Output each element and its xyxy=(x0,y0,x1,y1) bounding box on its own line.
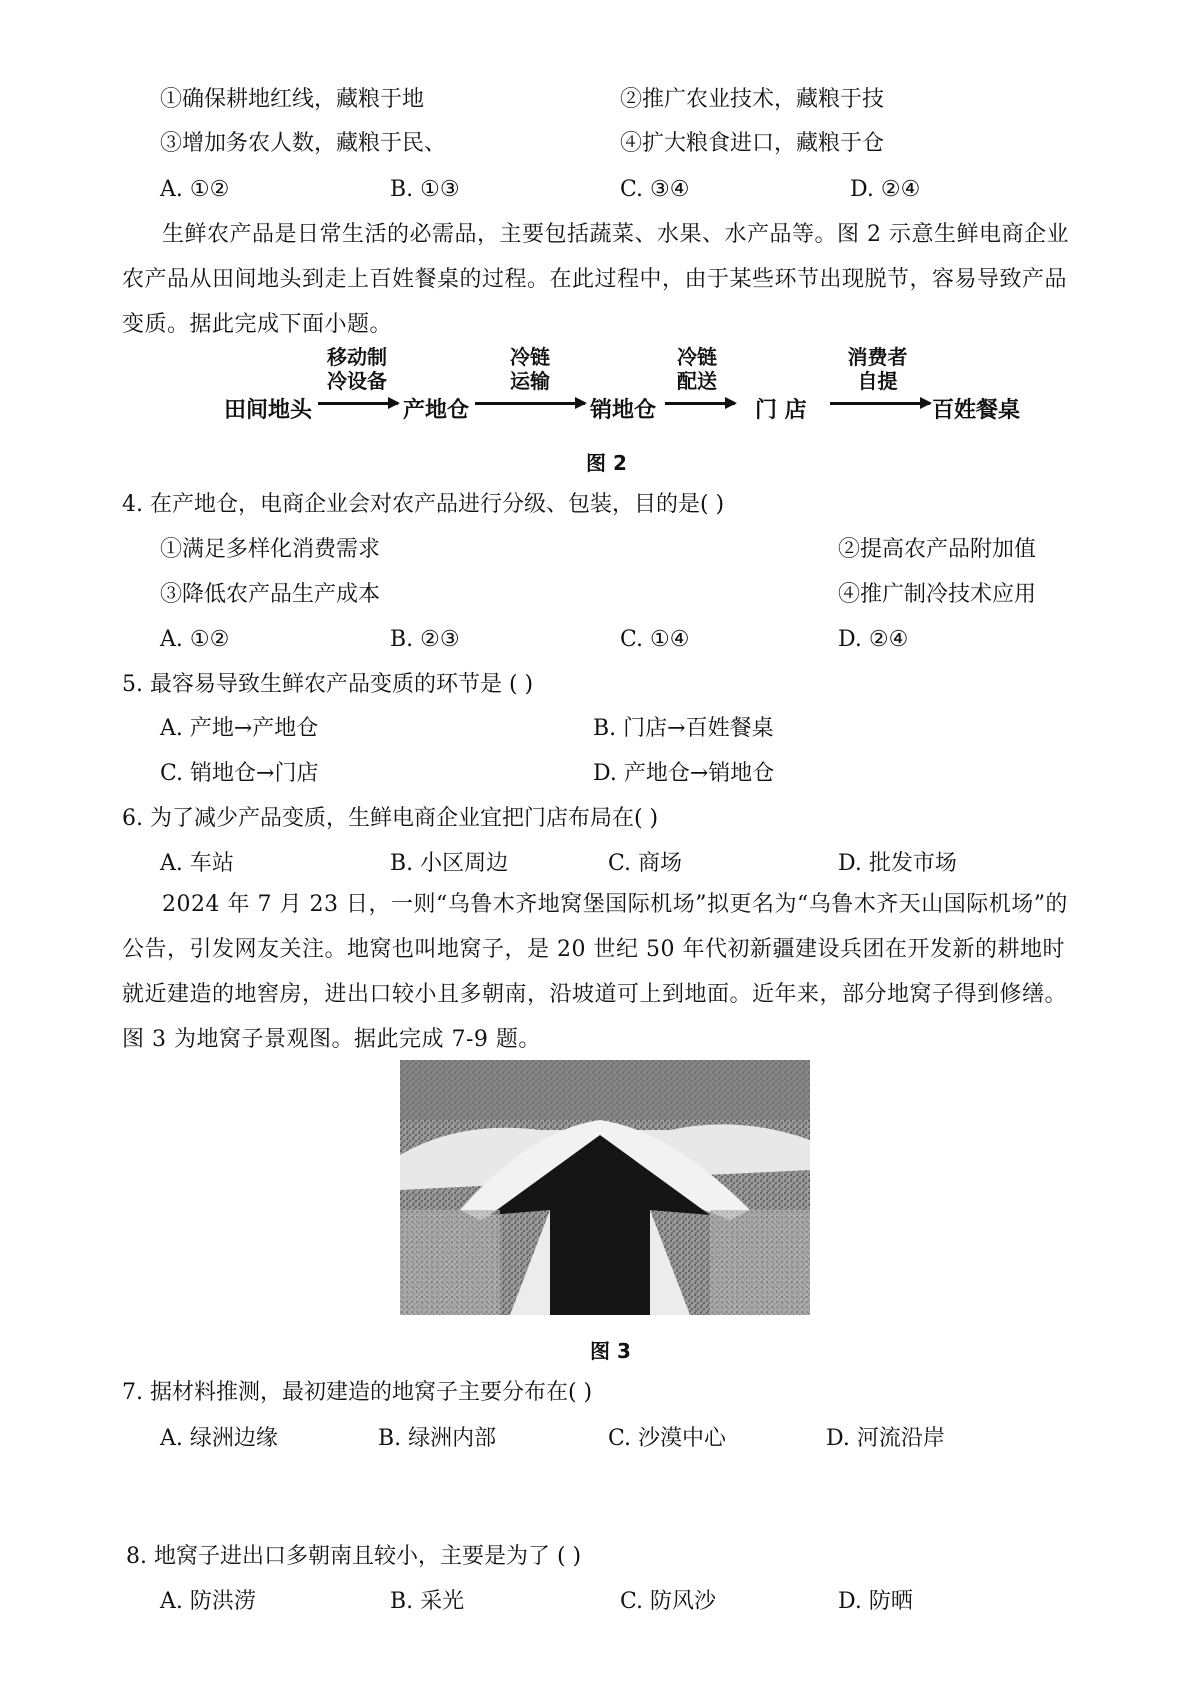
q8-choice-b: B. 采光 xyxy=(390,1589,465,1614)
flow-node-store: 门 店 xyxy=(755,398,807,423)
q3-option-2: ②推广农业技术，藏粮于技 xyxy=(620,87,885,112)
q3-option-1: ①确保耕地红线，藏粮于地 xyxy=(160,87,425,112)
figure-2-caption: 图 2 xyxy=(586,451,627,475)
q6-choice-c: C. 商场 xyxy=(608,851,683,876)
q3-choice-a: A. ①② xyxy=(160,177,230,202)
figure-3-caption: 图 3 xyxy=(590,1339,631,1363)
q4-choice-a: A. ①② xyxy=(160,627,230,652)
flow-node-field: 田间地头 xyxy=(224,398,313,423)
flow-edge-label-2-line2: 运输 xyxy=(510,369,550,393)
intro-paragraph-diwozi: 2024 年 7 月 23 日，一则“乌鲁木齐地窝堡国际机场”拟更名为“乌鲁木齐天山国际机场”的公告，引发网友关注。地窝也叫地窝子，是 20 世纪 50 年代初新疆建设兵团在开发新的耕地时就近建造的地窖房，进出口较小且多朝南，沿坡道可上到地面。近年来，部分地窝子得到修缮。图 3 为地窝子景观图。据此完成 7-9 题。 xyxy=(122,892,1068,1052)
q7-choice-c: C. 沙漠中心 xyxy=(608,1426,727,1451)
q5-choice-c: C. 销地仓→门店 xyxy=(160,761,319,786)
flow-edge-label-1-line1: 移动制 xyxy=(327,345,387,369)
q3-option-4: ④扩大粮食进口，藏粮于仓 xyxy=(620,131,885,156)
q4-stem: 4. 在产地仓，电商企业会对农产品进行分级、包装，目的是( ) xyxy=(122,492,725,517)
flow-arrow-4 xyxy=(830,402,930,405)
q4-option-2: ②提高农产品附加值 xyxy=(838,537,1037,562)
flow-arrow-2 xyxy=(475,402,585,405)
q6-choice-b: B. 小区周边 xyxy=(390,851,509,876)
flow-node-dining-table: 百姓餐桌 xyxy=(932,398,1021,423)
q6-choice-a: A. 车站 xyxy=(160,851,234,876)
figure-2-flow-diagram xyxy=(220,345,1040,425)
q7-choice-a: A. 绿洲边缘 xyxy=(160,1426,278,1451)
figure-3-photo-drawing xyxy=(400,1060,810,1315)
flow-node-origin-warehouse: 产地仓 xyxy=(403,398,470,423)
flow-arrow-3 xyxy=(665,402,735,405)
q5-choice-d: D. 产地仓→销地仓 xyxy=(593,761,775,786)
flow-edge-label-4 xyxy=(830,345,925,393)
flow-edge-label-4-line2: 自提 xyxy=(857,369,898,393)
q6-choice-d: D. 批发市场 xyxy=(838,851,957,876)
flow-edge-label-2-line1: 冷链 xyxy=(510,345,550,369)
intro-paragraph-fresh-produce: 生鲜农产品是日常生活的必需品，主要包括蔬菜、水果、水产品等。图 2 示意生鲜电商企业农产品从田间地头到走上百姓餐桌的过程。在此过程中，由于某些环节出现脱节，容易导致产品变质。据此完成下面小题。 xyxy=(122,222,1069,337)
q3-choice-b: B. ①③ xyxy=(390,177,460,202)
q3-option-3: ③增加务农人数，藏粮于民、 xyxy=(160,131,447,156)
q4-option-4: ④推广制冷技术应用 xyxy=(838,582,1037,607)
q6-stem: 6. 为了减少产品变质，生鲜电商企业宜把门店布局在( ) xyxy=(122,806,659,831)
q7-choice-b: B. 绿洲内部 xyxy=(378,1426,497,1451)
q4-choice-c: C. ①④ xyxy=(620,627,690,652)
q7-choice-d: D. 河流沿岸 xyxy=(826,1426,945,1451)
q3-choice-d: D. ②④ xyxy=(850,177,921,202)
q8-choice-a: A. 防洪涝 xyxy=(160,1589,256,1614)
flow-edge-label-4-line1: 消费者 xyxy=(847,345,908,369)
flow-edge-label-1 xyxy=(312,345,402,393)
q7-stem: 7. 据材料推测，最初建造的地窝子主要分布在( ) xyxy=(122,1380,593,1405)
flow-arrow-1 xyxy=(318,402,398,405)
q5-stem: 5. 最容易导致生鲜农产品变质的环节是 ( ) xyxy=(122,672,534,697)
q8-stem: 8. 地窝子进出口多朝南且较小，主要是为了 ( ) xyxy=(126,1544,582,1569)
q3-choice-c: C. ③④ xyxy=(620,177,690,202)
q4-option-3: ③降低农产品生产成本 xyxy=(160,582,381,607)
q8-choice-d: D. 防晒 xyxy=(838,1589,913,1614)
q4-choice-b: B. ②③ xyxy=(390,627,460,652)
flow-node-sales-warehouse: 销地仓 xyxy=(590,398,657,423)
flow-edge-label-3-line2: 配送 xyxy=(677,369,717,393)
q5-choice-b: B. 门店→百姓餐桌 xyxy=(593,716,774,741)
figure-3-diwozi-photo xyxy=(400,1060,810,1315)
q4-option-1: ①满足多样化消费需求 xyxy=(160,537,381,562)
flow-edge-label-2 xyxy=(485,345,575,393)
flow-edge-label-3-line1: 冷链 xyxy=(677,345,717,369)
q8-choice-c: C. 防风沙 xyxy=(620,1589,717,1614)
flow-edge-label-1-line2: 冷设备 xyxy=(327,369,387,393)
q5-choice-a: A. 产地→产地仓 xyxy=(160,716,319,741)
q4-choice-d: D. ②④ xyxy=(838,627,909,652)
flow-edge-label-3 xyxy=(652,345,742,393)
